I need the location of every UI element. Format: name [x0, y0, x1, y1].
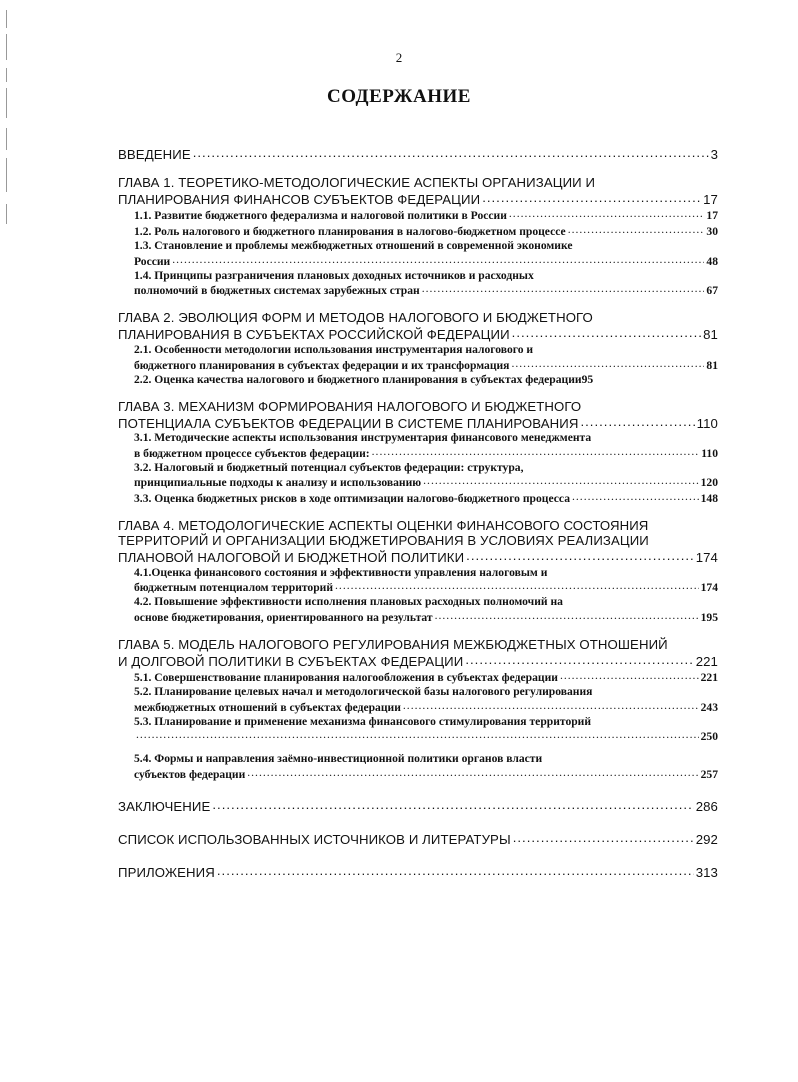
toc-section-3-2[interactable]: 3.2. Налоговый и бюджетный потенциал субъектов федерации: структура, принципиальные подходы к анализу и использованию ..... 120	[118, 461, 718, 491]
toc-section-5-2[interactable]: 5.2. Планирование целевых начал и методологической базы налогового регулирования межбюджетных отношений в субъектах федерации ..... 243	[118, 685, 718, 715]
toc-chapter-2[interactable]: ГЛАВА 2. ЭВОЛЮЦИЯ ФОРМ И МЕТОДОВ НАЛОГОВОГО И БЮДЖЕТНОГО ПЛАНИРОВАНИЯ В СУБЪЕКТАХ РОССИЙСКОЙ ФЕДЕРАЦИИ ..... 81	[118, 311, 718, 343]
table-of-contents	[118, 146, 718, 881]
toc-section-3-1[interactable]: 3.1. Методические аспекты использования инструментария финансового менеджмента в бюджетном процессе субъектов федерации: ..... 110	[118, 431, 718, 461]
toc-section-1-3[interactable]: 1.3. Становление и проблемы межбюджетных отношений в современной экономике России ..... 48	[118, 239, 718, 269]
toc-section-5-1[interactable]: 5.1. Совершенствование планирования налогообложения в субъектах федерации ..... 221	[118, 670, 718, 686]
toc-entry-page: 3	[710, 147, 718, 163]
toc-section-1-4[interactable]: 1.4. Принципы разграничения плановых доходных источников и расходных полномочий в бюджетных системах зарубежных стран ..... 67	[118, 269, 718, 299]
toc-chapter-3[interactable]: ГЛАВА 3. МЕХАНИЗМ ФОРМИРОВАНИЯ НАЛОГОВОГО И БЮДЖЕТНОГО ПОТЕНЦИАЛА СУБЪЕКТОВ ФЕДЕРАЦИИ В СИСТЕМЕ ПЛАНИРОВАНИЯ ..... 110	[118, 400, 718, 432]
toc-section-5-4[interactable]: 5.4. Формы и направления заёмно-инвестиционной политики органов власти субъектов федерации ..... 257	[118, 752, 718, 782]
toc-chapter-5[interactable]: ГЛАВА 5. МОДЕЛЬ НАЛОГОВОГО РЕГУЛИРОВАНИЯ МЕЖБЮДЖЕТНЫХ ОТНОШЕНИЙ И ДОЛГОВОЙ ПОЛИТИКИ В СУБЪЕКТАХ ФЕДЕРАЦИИ ..... 221	[118, 638, 718, 670]
toc-entry-sources[interactable]: СПИСОК ИСПОЛЬЗОВАННЫХ ИСТОЧНИКОВ И ЛИТЕРАТУРЫ ..... 292	[118, 831, 718, 848]
toc-section-3-3[interactable]: 3.3. Оценка бюджетных рисков в ходе оптимизации налогово-бюджетного процесса ..... 148	[118, 490, 718, 506]
toc-chapter-title-line: ПЛАНИРОВАНИЯ ФИНАНСОВ СУБЪЕКТОВ ФЕДЕРАЦИИ	[118, 191, 481, 207]
toc-chapter-title-line: ГЛАВА 1. ТЕОРЕТИКО-МЕТОДОЛОГИЧЕСКИЕ АСПЕКТЫ ОРГАНИЗАЦИИ И	[118, 174, 596, 190]
toc-entry-page: 17	[703, 191, 718, 207]
toc-section-1-2[interactable]: 1.2. Роль налогового и бюджетного планирования в налогово-бюджетном процессе ..... 30	[118, 223, 718, 239]
toc-section-1-1[interactable]: 1.1. Развитие бюджетного федерализма и налоговой политики в России ..... 17	[118, 208, 718, 224]
toc-section-2-1[interactable]: 2.1. Особенности методологии использования инструментария налогового и бюджетного планирования в субъектах федерации и их трансформация ..... 81	[118, 343, 718, 373]
toc-section-4-1[interactable]: 4.1.Оценка финансового состояния и эффективности управления налоговым и бюджетным потенциалом территорий ..... 174	[118, 566, 718, 596]
toc-entry-introduction[interactable]	[118, 146, 718, 163]
toc-entry-label: ВВЕДЕНИЕ	[118, 147, 191, 163]
toc-section-4-2[interactable]: 4.2. Повышение эффективности исполнения плановых расходных полномочий на основе бюджетирования, ориентированного на результат ..... 195	[118, 595, 718, 625]
page-number: 2	[395, 50, 403, 65]
toc-section-5-3[interactable]: 5.3. Планирование и применение механизма финансового стимулирования территорий ..... 250	[118, 715, 718, 745]
toc-section-2-2[interactable]: 2.2. Оценка качества налогового и бюджетного планирования в субъектах федерации 95	[134, 372, 594, 386]
toc-chapter-1[interactable]	[118, 176, 718, 208]
toc-entry-conclusion[interactable]: ЗАКЛЮЧЕНИЕ ..... 286	[118, 798, 718, 815]
toc-entry-appendices[interactable]: ПРИЛОЖЕНИЯ ..... 313	[118, 864, 718, 881]
toc-chapter-4[interactable]: ГЛАВА 4. МЕТОДОЛОГИЧЕСКИЕ АСПЕКТЫ ОЦЕНКИ ФИНАНСОВОГО СОСТОЯНИЯ ТЕРРИТОРИЙ И ОРГАНИЗАЦИИ БЮДЖЕТИРОВАНИЯ В УСЛОВИЯХ РЕАЛИЗАЦИИ ПЛАНОВОЙ НАЛОГОВОЙ И БЮДЖЕТНОЙ ПОЛИТИКИ ..... 174	[118, 519, 718, 566]
page-title: СОДЕРЖАНИЕ	[327, 86, 471, 107]
